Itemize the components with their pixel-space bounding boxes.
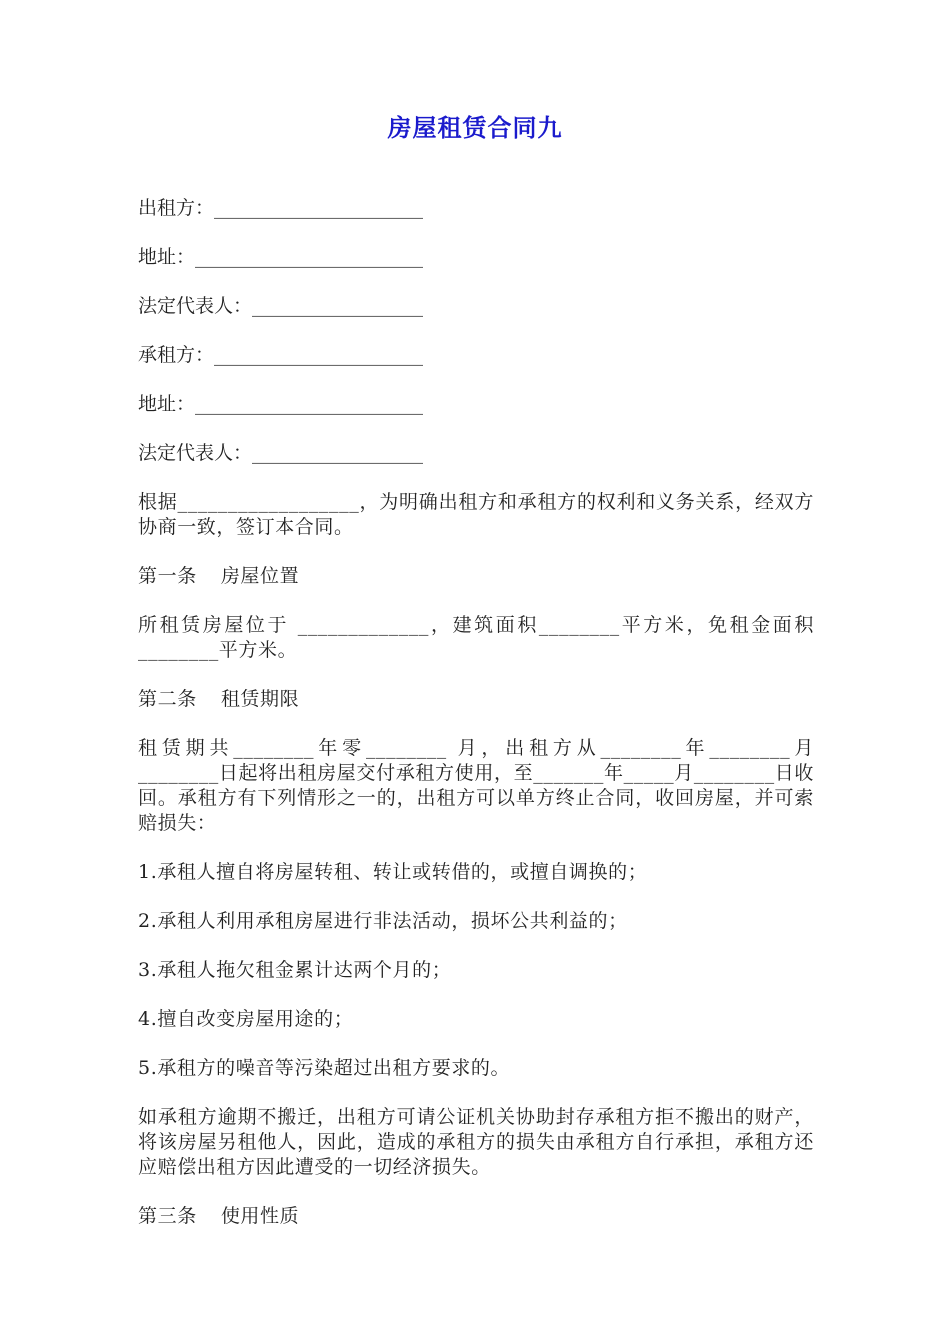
field-blank: __________________ xyxy=(252,295,424,317)
article-1-text: 所租赁房屋位于 _____________，建筑面积________平方米，免租金面积________平方米。 xyxy=(138,614,814,661)
list-item: 5.承租方的噪音等污染超过出租方要求的。 xyxy=(138,1057,511,1079)
article-number: 第三条 xyxy=(138,1205,197,1227)
field-blank: __________________ xyxy=(252,442,424,464)
overdue-paragraph: 如承租方逾期不搬迁，出租方可请公证机关协助封存承租方拒不搬出的财产，将该房屋另租他人，因此，造成的承租方的损失由承租方自行承担，承租方还应赔偿出租方因此遭受的一切经济损失。 xyxy=(138,1106,814,1178)
lessee-address-field xyxy=(138,392,814,417)
article-name: 租赁期限 xyxy=(220,688,300,710)
intro-paragraph: 根据__________________，为明确出租方和承租方的权利和义务关系，经双方协商一致，签订本合同。 xyxy=(138,491,814,538)
field-label: 法定代表人： xyxy=(138,442,253,464)
list-item: 4.擅自改变房屋用途的； xyxy=(138,1008,354,1030)
list-item: 2.承租人利用承租房屋进行非法活动，损坏公共利益的； xyxy=(138,910,628,932)
document-title: 房屋租赁合同九 xyxy=(387,114,563,142)
field-label: 法定代表人： xyxy=(138,295,253,317)
lessor-field xyxy=(138,196,814,221)
lessee-field xyxy=(138,343,814,368)
lessee-representative-field xyxy=(138,441,814,466)
article-1-heading xyxy=(138,564,814,589)
list-item: 3.承租人拖欠租金累计达两个月的； xyxy=(138,959,452,981)
field-blank: ______________________ xyxy=(214,344,424,366)
article-name: 使用性质 xyxy=(220,1205,300,1227)
article-3-heading xyxy=(138,1204,814,1229)
field-label: 地址： xyxy=(138,246,196,268)
field-blank: ______________________ xyxy=(214,197,424,219)
lessor-representative-field xyxy=(138,294,814,319)
article-number: 第二条 xyxy=(138,688,197,710)
lessor-address-field xyxy=(138,245,814,270)
field-blank: ________________________ xyxy=(195,246,424,268)
document-body xyxy=(138,196,814,1253)
article-number: 第一条 xyxy=(138,565,197,587)
field-label: 承租方： xyxy=(138,344,215,366)
article-2-heading xyxy=(138,687,814,712)
list-item: 1.承租人擅自将房屋转租、转让或转借的，或擅自调换的； xyxy=(138,861,648,883)
field-label: 出租方： xyxy=(138,197,215,219)
field-label: 地址： xyxy=(138,393,196,415)
article-2-text: 租赁期共________年零________ 月，出租方从________年________月________日起将出租房屋交付承租方使用，至_______年_____月________日收 回。承租方有下列情形之一的，出租方可以单方终止合同，收回房屋，并可索赔损失： xyxy=(138,737,814,834)
field-blank: ________________________ xyxy=(195,393,424,415)
article-name: 房屋位置 xyxy=(220,565,300,587)
